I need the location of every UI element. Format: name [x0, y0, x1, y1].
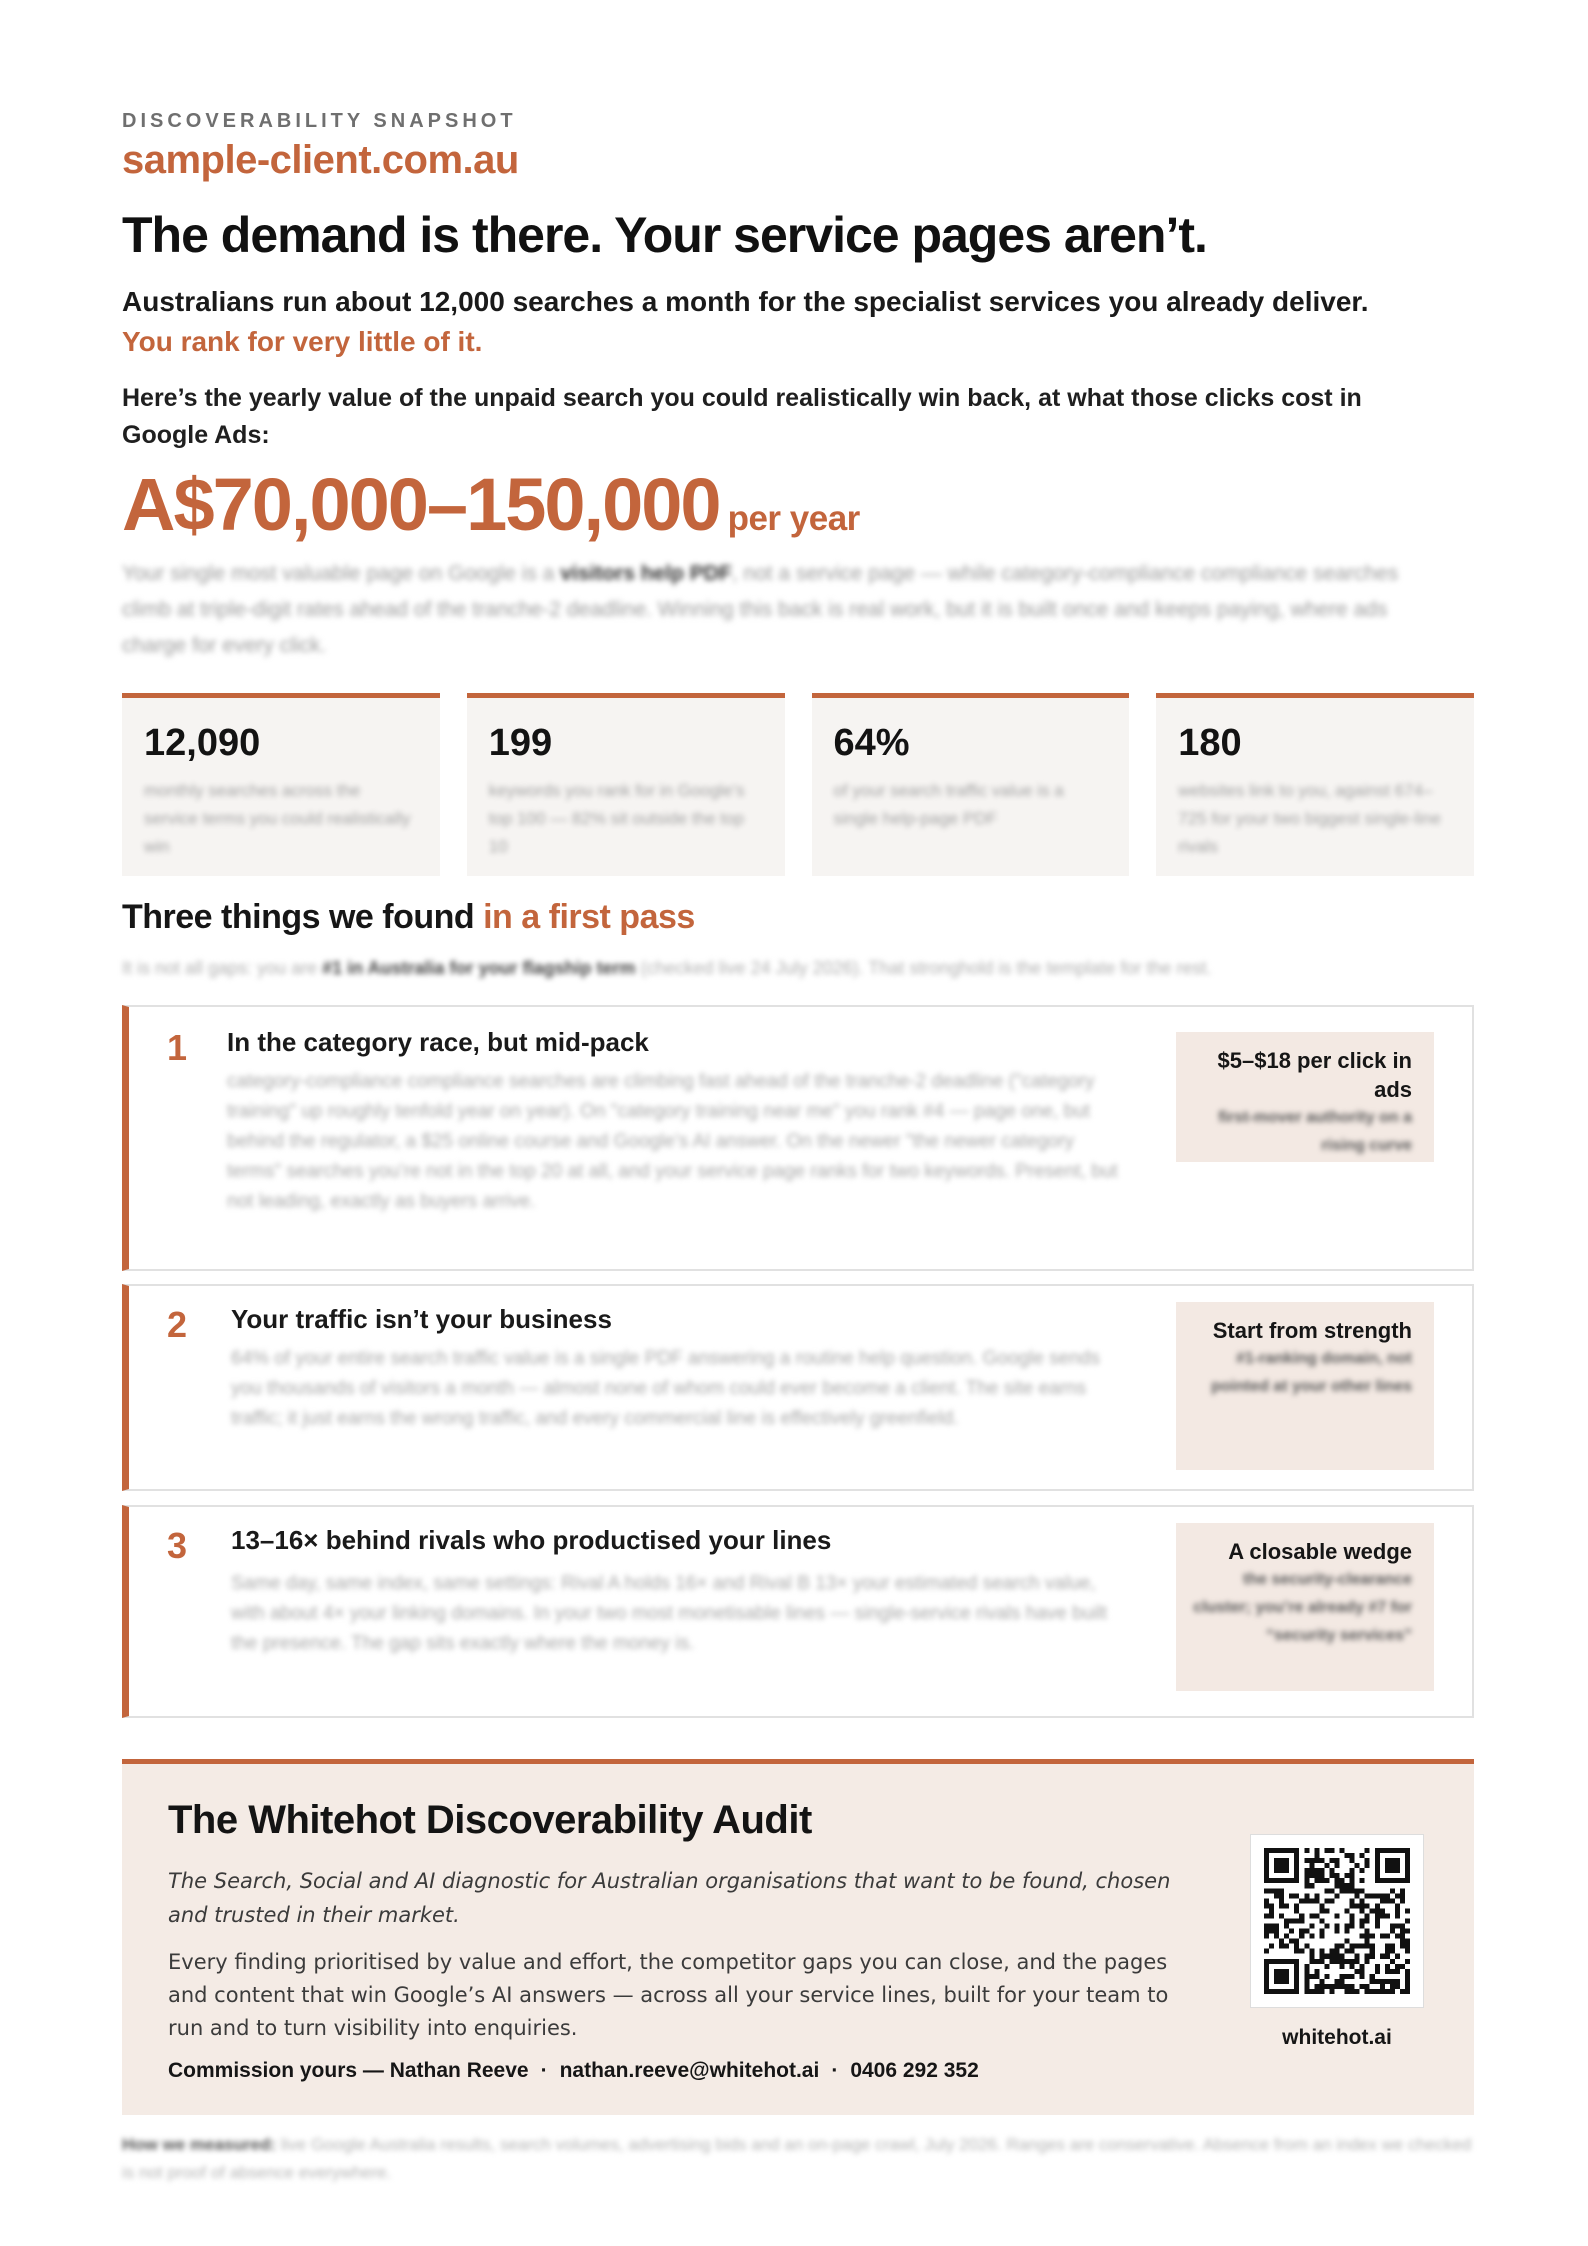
finding-title: 13–16× behind rivals who productised your lines	[231, 1525, 832, 1555]
finding-side-note	[1176, 1032, 1434, 1162]
side-note-detail: #1-ranking domain, not pointed at your other lines	[1211, 1350, 1412, 1395]
value-explanation-pre: Your single most valuable page on Google is a	[122, 562, 561, 585]
yearly-value-amount: A$70,000–150,000	[122, 463, 720, 546]
finding-side-note	[1176, 1302, 1434, 1470]
side-note-detail: first-mover authority on a rising curve	[1218, 1109, 1412, 1154]
audit-tagline: The Search, Social and AI diagnostic for Australian organisations that want to be found, chosen and trusted in their market.	[168, 1869, 1171, 1927]
finding-body: category-compliance compliance searches are climbing fast ahead of the tranche-2 deadline ("category training" up roughly tenfold year on year). On "category training near me" you rank #4 — page one, but behind the regulator, a $25 online course and Google’s AI answer. On the newer "the newer category terms" searches you’re not in the top 20 at all, and your service page ranks for two keywords. Present, but not leading, exactly as buyers arrive.	[227, 1071, 1118, 1212]
audit-contact-line	[168, 2059, 979, 2083]
separator-dot: ·	[831, 2059, 839, 2082]
qr-code-icon[interactable]	[1250, 1834, 1424, 2008]
intro-accent: You rank for very little of it.	[122, 326, 483, 357]
side-note-heading: Start from strength	[1212, 1318, 1412, 1343]
finding-number: 3	[167, 1525, 188, 1566]
finding-card	[122, 1505, 1474, 1718]
value-explanation-post: , not a service page — while category-compliance compliance searches climb at triple-digit rates ahead of the tranche-2 deadline. Winning this back is real work, but it is built once and keeps paying, where ads charge for every click.	[122, 562, 1399, 657]
findings-title	[122, 898, 695, 937]
findings-title-accent: in a first pass	[483, 898, 695, 936]
yearly-value-unit: per year	[727, 499, 860, 538]
findings-title-main: Three things we found	[122, 898, 484, 936]
side-note-detail: the security-clearance cluster; you’re already #7 for “security services”	[1193, 1571, 1412, 1644]
side-note-heading: A closable wedge	[1228, 1539, 1412, 1564]
stat-number: 180	[1178, 722, 1242, 764]
page-headline: The demand is there. Your service pages aren’t.	[122, 207, 1207, 263]
finding-number: 2	[167, 1304, 188, 1345]
finding-card	[122, 1005, 1474, 1271]
finding-title: Your traffic isn’t your business	[231, 1304, 612, 1334]
intro-paragraph	[122, 282, 1372, 362]
stat-description: monthly searches across the service terms you could realistically win	[144, 781, 411, 856]
intro-main: Australians run about 12,000 searches a month for the specialist services you already deliver.	[122, 286, 1369, 317]
findings-subtitle	[122, 958, 1482, 979]
stat-description: keywords you rank for in Google’s top 100 — 82% sit outside the top 10	[488, 781, 745, 856]
findings-sub-pre: It is not all gaps: you are	[122, 958, 323, 978]
yearly-value	[122, 462, 860, 547]
stat-card	[1156, 693, 1474, 876]
stat-description: websites link to you, against 674–725 for your two biggest single-line rivals	[1178, 781, 1441, 856]
finding-number: 1	[167, 1027, 188, 1068]
website-link[interactable]: whitehot.ai	[1282, 2026, 1392, 2049]
finding-card	[122, 1284, 1474, 1491]
findings-sub-post: (checked live 24 July 2026). That stronghold is the template for the rest.	[635, 958, 1212, 978]
stat-number: 64%	[833, 722, 910, 764]
audit-title: The Whitehot Discoverability Audit	[168, 1798, 812, 1842]
finding-title: In the category race, but mid-pack	[227, 1027, 649, 1057]
footnote-text: live Google Australia results, search volumes, advertising bids and an on-page crawl, July 2026. Ranges are conservative. Absence from an index we checked is not proof of absence everywhere.	[122, 2135, 1472, 2182]
stat-description: of your search traffic value is a single help-page PDF	[833, 781, 1064, 828]
side-note-heading: $5–$18 per click in ads	[1217, 1048, 1412, 1102]
findings-sub-bold: #1 in Australia for your flagship term	[322, 958, 636, 978]
value-explanation-bold: visitors help PDF	[560, 562, 732, 585]
client-domain: sample-client.com.au	[122, 138, 519, 182]
stat-card	[122, 693, 440, 876]
stats-row	[122, 693, 1474, 876]
methodology-footnote	[122, 2131, 1482, 2187]
finding-body: Same day, same index, same settings: Rival A holds 16× and Rival B 13× your estimated search value, with about 4× your linking domains. In your two most monetisable lines — single-service rivals have built the presence. The gap sits exactly where the money is.	[231, 1573, 1107, 1654]
contact-phone-link[interactable]: 0406 292 352	[850, 2059, 979, 2082]
contact-label: Commission yours — Nathan Reeve	[168, 2059, 529, 2082]
audit-promo-panel	[122, 1759, 1474, 2115]
contact-email-link[interactable]: nathan.reeve@whitehot.ai	[559, 2059, 820, 2082]
finding-body: 64% of your entire search traffic value is a single PDF answering a routine help question. Google sends you thousands of visitors a month — almost none of whom could ever become a client. The site earns traffic; it just earns the wrong traffic, and every commercial line is effectively greenfield.	[231, 1348, 1100, 1429]
stat-number: 199	[488, 722, 553, 764]
audit-description: Every finding prioritised by value and effort, the competitor gaps you can close, and the pages and content that win Google’s AI answers — across all your service lines, built for your team to run and to turn visibility into enquiries.	[168, 1950, 1169, 2040]
separator-dot: ·	[540, 2059, 548, 2082]
stat-number: 12,090	[144, 722, 261, 764]
stat-card	[467, 693, 785, 876]
footnote-label: How we measured:	[122, 2135, 276, 2154]
stat-card	[812, 693, 1130, 876]
eyebrow-label: DISCOVERABILITY SNAPSHOT	[122, 110, 517, 132]
value-explanation	[122, 556, 1412, 664]
finding-side-note	[1176, 1523, 1434, 1691]
value-lead: Here’s the yearly value of the unpaid search you could realistically win back, at what those clicks cost in Google Ads:	[122, 384, 1362, 449]
